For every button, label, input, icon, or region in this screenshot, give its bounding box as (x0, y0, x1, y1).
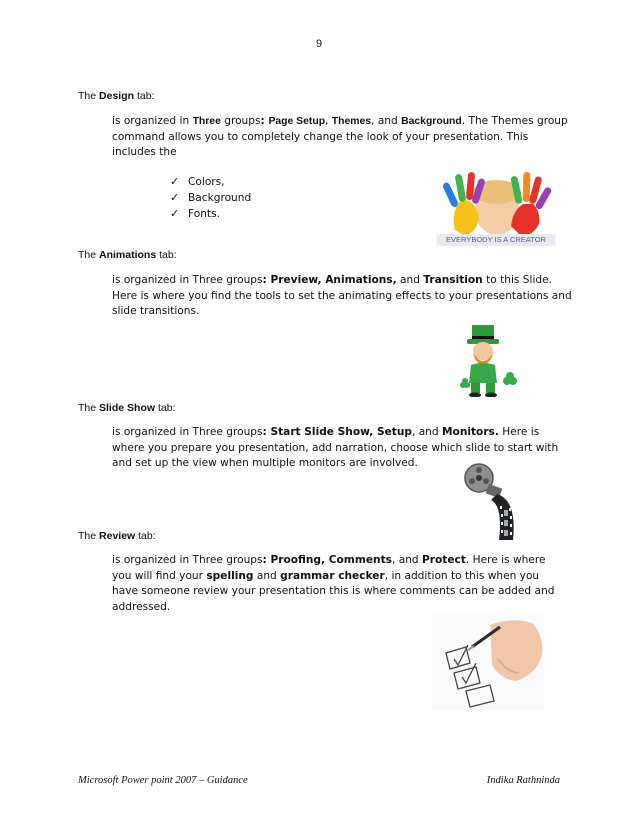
design-paragraph: is organized in Three groups: Page Setup, Themes, and Background. The Themes group command allows you to completely change the look of your presentation. This includes the (112, 115, 568, 158)
checklist-item: ✓ Background (170, 191, 252, 204)
footer-author: Indika Rathninda (486, 775, 560, 786)
animations-paragraph: is organized in Three groups: Preview, Animations, and Transition to this Slide. Here is where you find the tools to set the animating effects to your presentations and slide transitions. (112, 274, 572, 317)
image-caption: EVERYBODY IS A CREATOR (446, 235, 546, 244)
slideshow-paragraph: is organized in Three groups: Start Slide Show, Setup, and Monitors. Here is where you prepare you presentation, add narration, choose which slide to start with and set up the view when multiple monitors are involved. (112, 426, 559, 469)
checkmark-icon: ✓ (170, 175, 180, 188)
leprechaun-clipart (457, 325, 519, 397)
checklist-item: ✓ Colors, (170, 175, 225, 188)
slideshow-tab-heading: The Slide Show tab: (78, 402, 176, 414)
review-tab-heading: The Review tab: (78, 530, 156, 542)
painted-hands-image (437, 160, 555, 246)
page-number: 9 (315, 38, 323, 50)
checkmark-icon: ✓ (170, 191, 180, 204)
footer-title: Microsoft Power point 2007 – Guidance (78, 775, 248, 786)
animations-tab-heading: The Animations tab: (78, 249, 177, 261)
checklist-item: ✓ Fonts. (170, 207, 220, 220)
film-reel-clipart (463, 462, 523, 542)
design-tab-heading: The Design tab: (78, 90, 155, 102)
review-paragraph: is organized in Three groups: Proofing, Comments, and Protect. Here is where you will find your spelling and grammar checker, in addition to this when you have someone review your presentation this is where comments can be added and addressed. (112, 554, 555, 613)
checklist-hand-image (432, 615, 544, 710)
design-checklist (170, 174, 251, 222)
checkmark-icon: ✓ (170, 207, 180, 220)
